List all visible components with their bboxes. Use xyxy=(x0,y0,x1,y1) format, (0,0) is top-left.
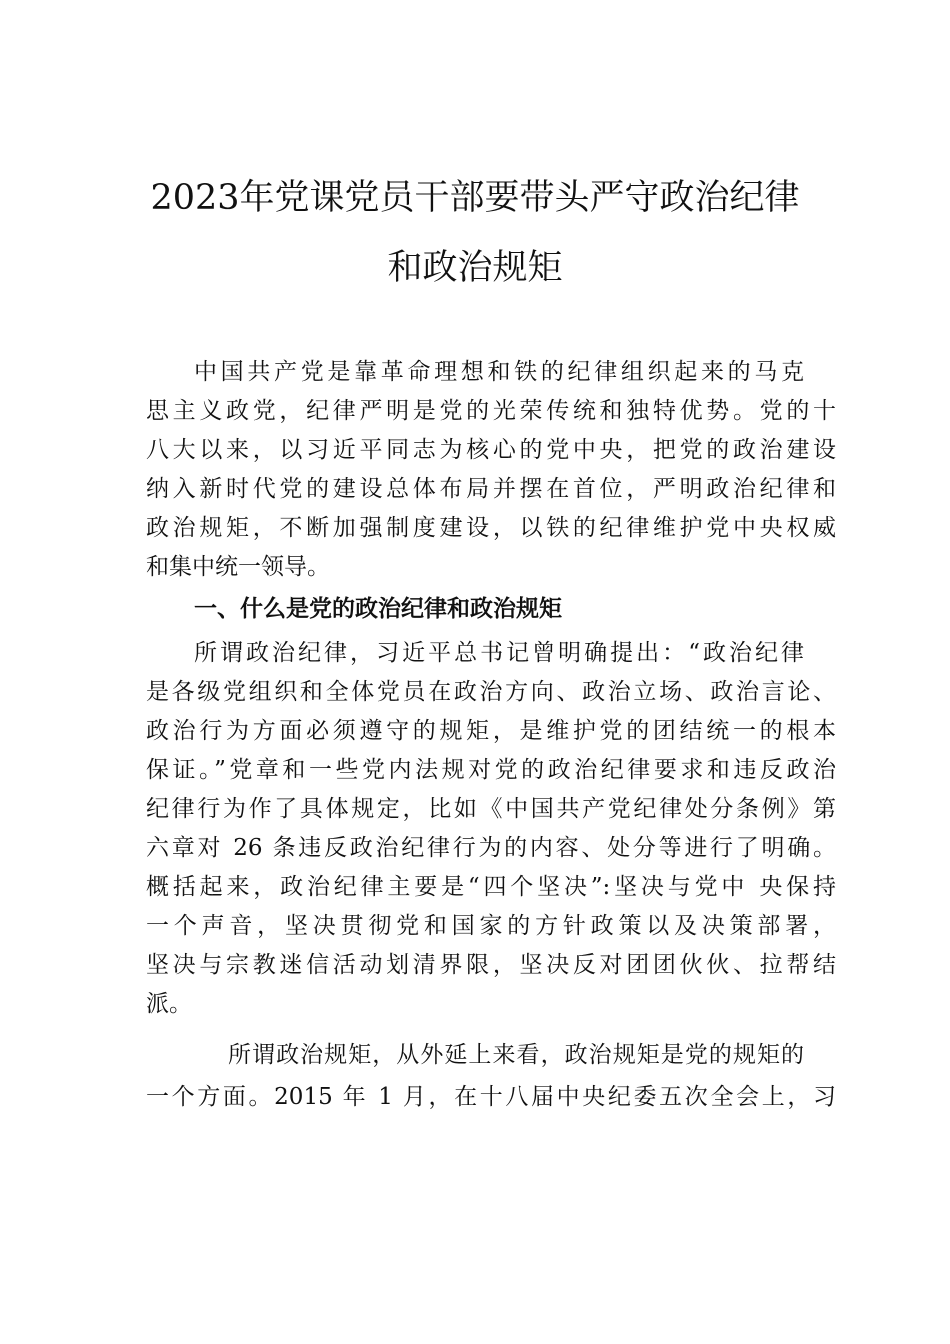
paragraph-3-line: 一个方面。2015 年 1 月，在十八届中央纪委五次全会上，习 xyxy=(146,1084,836,1110)
paragraph-1-line: 思主义政党，纪律严明是党的光荣传统和独特优势。党的十 xyxy=(146,398,836,424)
paragraph-2-line: 概括起来，政治纪律主要是“四个坚决”:坚决与党中 央保持 xyxy=(146,874,836,900)
paragraph-1-line: 和集中统一领导。 xyxy=(146,554,330,580)
paragraph-1-line: 中国共产党是靠革命理想和铁的纪律组织起来的马克 xyxy=(194,359,804,385)
paragraph-3-line: 所谓政治规矩，从外延上来看，政治规矩是党的规矩的 xyxy=(228,1042,804,1068)
paragraph-2-line: 保证。”党章和一些党内法规对党的政治纪律要求和违反政治 xyxy=(146,757,836,783)
paragraph-2-line: 所谓政治纪律，习近平总书记曾明确提出：“政治纪律 xyxy=(194,640,804,666)
document-title-line-2: 和政治规矩 xyxy=(387,248,563,288)
paragraph-2-line: 派。 xyxy=(146,991,192,1017)
paragraph-2-line: 坚决与宗教迷信活动划清界限，坚决反对团团伙伙、拉帮结 xyxy=(146,952,836,978)
paragraph-1-line: 政治规矩，不断加强制度建设，以铁的纪律维护党中央权威 xyxy=(146,515,836,541)
paragraph-2-line: 六章对 26 条违反政治纪律行为的内容、处分等进行了明确。 xyxy=(146,835,836,861)
paragraph-1-line: 纳入新时代党的建设总体布局并摆在首位，严明政治纪律和 xyxy=(146,476,836,502)
paragraph-2-line: 是各级党组织和全体党员在政治方向、政治立场、政治言论、 xyxy=(146,679,836,705)
paragraph-2-line: 一个声音，坚决贯彻党和国家的方针政策以及决策部署， xyxy=(146,913,836,939)
document-title-line-1: 2023年党课党员干部要带头严守政治纪律 xyxy=(150,178,800,218)
paragraph-2-line: 纪律行为作了具体规定，比如《中国共产党纪律处分条例》第 xyxy=(146,796,836,822)
section-heading: 一、什么是党的政治纪律和政治规矩 xyxy=(194,596,562,622)
paragraph-1-line: 八大以来，以习近平同志为核心的党中央，把党的政治建设 xyxy=(146,437,836,463)
paragraph-2-line: 政治行为方面必须遵守的规矩，是维护党的团结统一的根本 xyxy=(146,718,836,744)
